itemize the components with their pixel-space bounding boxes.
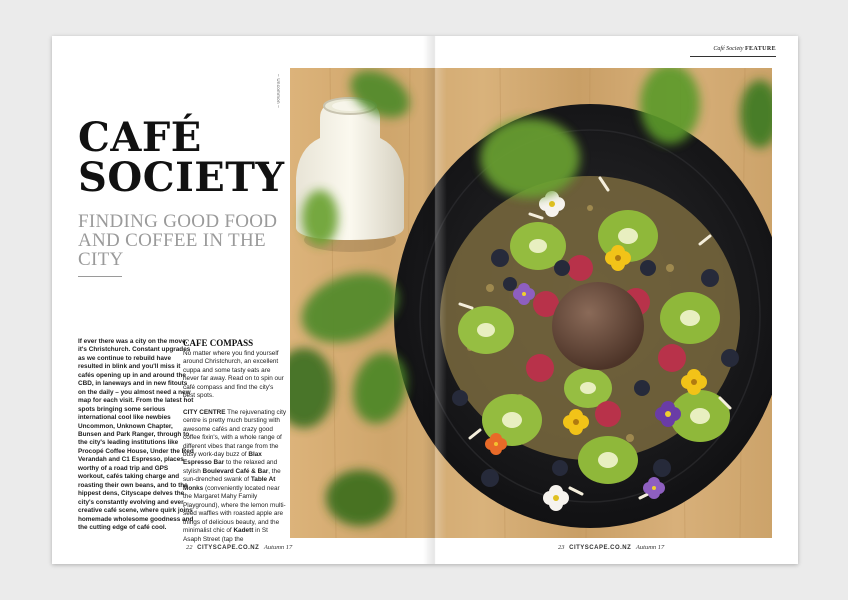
text-run: , the sun-drenched swank of xyxy=(183,467,281,484)
cafe-compass-intro: No matter where you find yourself around Christchurch, an excellent cuppa and some tasty eats are never far away. Read on to spin our café compass and find the city's best spots. xyxy=(183,350,284,400)
photo-illustration xyxy=(290,68,772,538)
cafe-compass-heading: CAFE COMPASS xyxy=(183,338,254,348)
magazine-spread xyxy=(52,36,798,564)
table-at-monks-name: Table At Monks xyxy=(183,476,276,492)
city-centre-paragraph xyxy=(183,409,287,544)
article-subtitle: FINDING GOOD FOOD AND COFFEE IN THE CITY xyxy=(78,211,278,270)
title-line-2: SOCIETY xyxy=(78,154,285,201)
running-head xyxy=(713,46,776,52)
text-run: The rejuvenating city centre is pretty much bursting with awesome cafés and crazy good coffee fixin's, with a whole range of different vibes that range from the busy work-day buzz of xyxy=(183,408,287,458)
city-centre-label: CITY CENTRE xyxy=(183,408,226,416)
running-head-section: Café Society xyxy=(713,46,744,52)
text-run: (conveniently located near the Margaret Mahy Family Playground), where the lemon multi-seed waffles with roasted apple are things of delicious beauty, and the minimalist chic of xyxy=(183,484,286,535)
running-head-feature: FEATURE xyxy=(744,46,776,52)
chocolate-ball xyxy=(552,282,644,370)
folio-issue: Autumn 17 xyxy=(263,544,293,551)
intro-column: If ever there was a city on the move, it's Christchurch. Constant upgrades as we continue to rebuild have resulted in blink and you'll miss it cafés opening up in and around the CBD, in laneways and in new fitouts on the daily – you almost need a new map for each visit. From the latest hot spots bringing some serious international cool like newbies Uncommon, Unknown Chapter, Bunsen and Park Ranger, through to the city's leading institutions like Procopé Coffee House, Under the Red Verandah and C1 Espresso, places worthy of a road trip and GPS workout, cafés taking charge and roasting their own beans, and to the hippest dens, Cityscape delves the city's constantly evolving and ever creative café scene, where quirk joins homemade wholesome goodness and the cutting edge of café cool. xyxy=(78,338,194,531)
text-run: in St Asaph Street (tap the xyxy=(183,527,268,543)
smoothie-bowl-photo xyxy=(290,68,772,538)
boulevard-name: Boulevard Café & Bar xyxy=(202,467,269,475)
page-number: 22 xyxy=(186,544,193,551)
article-title xyxy=(78,114,285,201)
running-head-rule xyxy=(690,56,776,57)
folio-issue: Autumn 17 xyxy=(635,544,665,551)
folio-left xyxy=(186,544,292,551)
side-label: – Uncommon – xyxy=(276,74,281,109)
folio-site: CITYSCAPE.CO.NZ xyxy=(569,545,632,551)
text-run: to the relaxed and stylish xyxy=(183,459,278,475)
page-number: 23 xyxy=(558,544,565,551)
blax-name: Blax Espresso Bar xyxy=(183,450,262,467)
title-rule xyxy=(78,276,122,277)
cafe-compass-column xyxy=(183,338,287,552)
title-line-1: CAFÉ xyxy=(78,114,202,161)
folio-site: CITYSCAPE.CO.NZ xyxy=(197,545,260,551)
folio-right xyxy=(558,544,664,551)
kadett-name: Kadett xyxy=(233,527,254,535)
